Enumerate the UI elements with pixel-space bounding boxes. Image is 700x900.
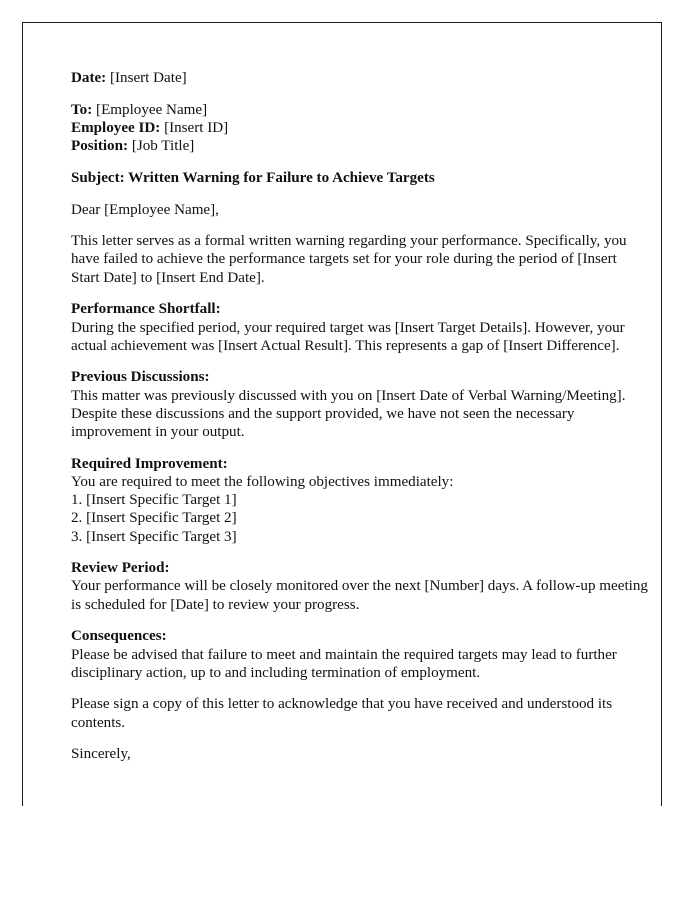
performance-shortfall-heading: Performance Shortfall: (71, 301, 221, 318)
required-improvement-item: 1. [Insert Specific Target 1] (71, 492, 237, 509)
review-period-heading: Review Period: (71, 560, 170, 577)
salutation: Dear [Employee Name], (71, 201, 219, 218)
performance-shortfall-body: During the specified period, your required target was [Insert Target Details]. However, your actual achievement was [Insert Actual Result]. This represents a gap of [Insert Difference]. (71, 319, 625, 354)
intro-paragraph-block (71, 232, 649, 287)
position-value: [Job Title] (131, 138, 195, 155)
subject-line: Subject: Written Warning for Failure to Achieve Targets (71, 169, 435, 186)
position-line (71, 137, 649, 155)
intro-paragraph: This letter serves as a formal written warning regarding your performance. Specifically, you have failed to achieve the performance targets set for your role during the period of [Insert Start Date] to [Insert End Date]. (71, 233, 627, 286)
salutation-block (71, 201, 649, 219)
review-period-body: Your performance will be closely monitored over the next [Number] days. A follow-up meeting is scheduled for [Date] to review your progress. (71, 578, 648, 613)
required-improvement-item: 3. [Insert Specific Target 3] (71, 528, 237, 545)
acknowledgement-paragraph: Please sign a copy of this letter to acknowledge that you have received and understood its contents. (71, 696, 613, 731)
closing-salutation: Sincerely, (71, 746, 131, 763)
recipient-block (71, 101, 649, 156)
subject-block (71, 169, 649, 187)
previous-discussions-section (71, 368, 649, 441)
employee-id-label: Employee ID: (71, 119, 161, 136)
to-value: [Employee Name] (96, 101, 208, 118)
review-period-section (71, 559, 649, 614)
date-label: Date: (71, 70, 107, 86)
document-page-frame (22, 22, 662, 806)
consequences-heading: Consequences: (71, 628, 167, 645)
previous-discussions-body: This matter was previously discussed with you on [Insert Date of Verbal Warning/Meeting]. Despite these discussions and the support provided, we have not seen the necessary improvement in your output. (71, 387, 626, 441)
employee-id-line (71, 119, 649, 137)
date-line (71, 69, 649, 87)
position-label: Position: (71, 138, 129, 155)
date-value: [Insert Date] (109, 70, 187, 86)
required-improvement-heading: Required Improvement: (71, 455, 228, 472)
employee-id-value: [Insert ID] (164, 119, 229, 136)
consequences-section (71, 627, 649, 682)
required-improvement-item: 2. [Insert Specific Target 2] (71, 510, 237, 527)
previous-discussions-heading: Previous Discussions: (71, 369, 210, 386)
performance-shortfall-section (71, 300, 649, 355)
acknowledgement-block (71, 695, 649, 731)
consequences-body: Please be advised that failure to meet and maintain the required targets may lead to further disciplinary action, up to and including termination of employment. (71, 646, 617, 681)
to-label: To: (71, 101, 93, 118)
date-block (71, 69, 649, 87)
closing-block (71, 745, 649, 763)
required-improvement-intro: You are required to meet the following objectives immediately: (71, 473, 454, 490)
letter-body (71, 69, 649, 777)
to-line (71, 101, 649, 119)
required-improvement-section (71, 455, 649, 546)
